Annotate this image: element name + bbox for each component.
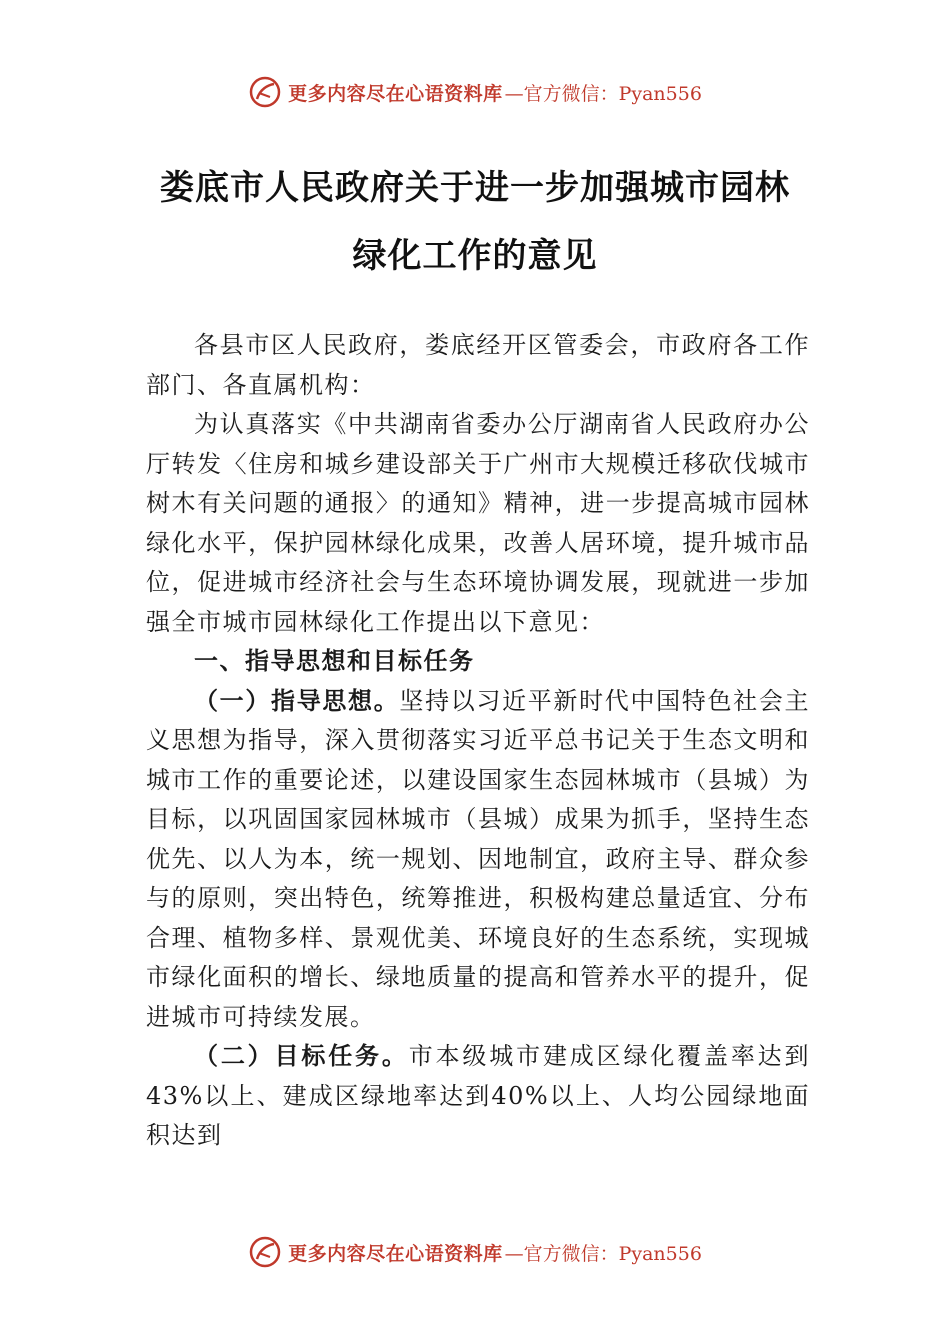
addressee-paragraph: 各县市区人民政府，娄底经开区管委会，市政府各工作部门、各直属机构： xyxy=(146,331,810,399)
item1-paragraph xyxy=(146,682,810,1038)
item2-paragraph xyxy=(146,1037,810,1156)
section-heading: 一、指导思想和目标任务 xyxy=(194,647,475,675)
seal-logo-icon xyxy=(248,1235,282,1269)
watermark-sub: —官方微信：Pyan556 xyxy=(504,1242,702,1265)
watermark-header xyxy=(0,72,950,112)
document-body xyxy=(146,326,810,1156)
item2-lead: （二）目标任务。 xyxy=(194,1042,409,1070)
watermark-text: 更多内容尽在心语资料库 xyxy=(288,1242,503,1265)
item1-body: 坚持以习近平新时代中国特色社会主义思想为指导，深入贯彻落实习近平总书记关于生态文明和城市工作的重要论述，以建设国家生态园林城市（县城）为目标，以巩固国家园林城市（县城）成果为抓手，坚持生态优先、以人为本，统一规划、因地制宜，政府主导、群众参与的原则，突出特色，统筹推进，积极构建总量适宜、分布合理、植物多样、景观优美、环境良好的生态系统，实现城市绿化面积的增长、绿地质量的提高和管养水平的提升，促进城市可持续发展。 xyxy=(146,686,810,1031)
item1-lead: （一）指导思想。 xyxy=(194,686,400,715)
document-title-line2: 绿化工作的意见 xyxy=(352,236,598,276)
item2-body: 市本级城市建成区绿化覆盖率达到43%以上、建成区绿地率达到40%以上、人均公园绿地面积达到 xyxy=(146,1042,811,1149)
intro-paragraph: 为认真落实《中共湖南省委办公厅湖南省人民政府办公厅转发〈住房和城乡建设部关于广州市大规模迁移砍伐城市树木有关问题的通报〉的通知》精神，进一步提高城市园林绿化水平，保护园林绿化成果，改善人居环境，提升城市品位，促进城市经济社会与生态环境协调发展，现就进一步加强全市城市园林绿化工作提出以下意见： xyxy=(146,410,810,636)
watermark-text: 更多内容尽在心语资料库 xyxy=(288,82,503,105)
watermark-sub: —官方微信：Pyan556 xyxy=(504,82,702,105)
seal-logo-icon xyxy=(248,75,282,109)
watermark-footer xyxy=(0,1232,950,1272)
document-title-line1: 娄底市人民政府关于进一步加强城市园林 xyxy=(160,168,790,208)
